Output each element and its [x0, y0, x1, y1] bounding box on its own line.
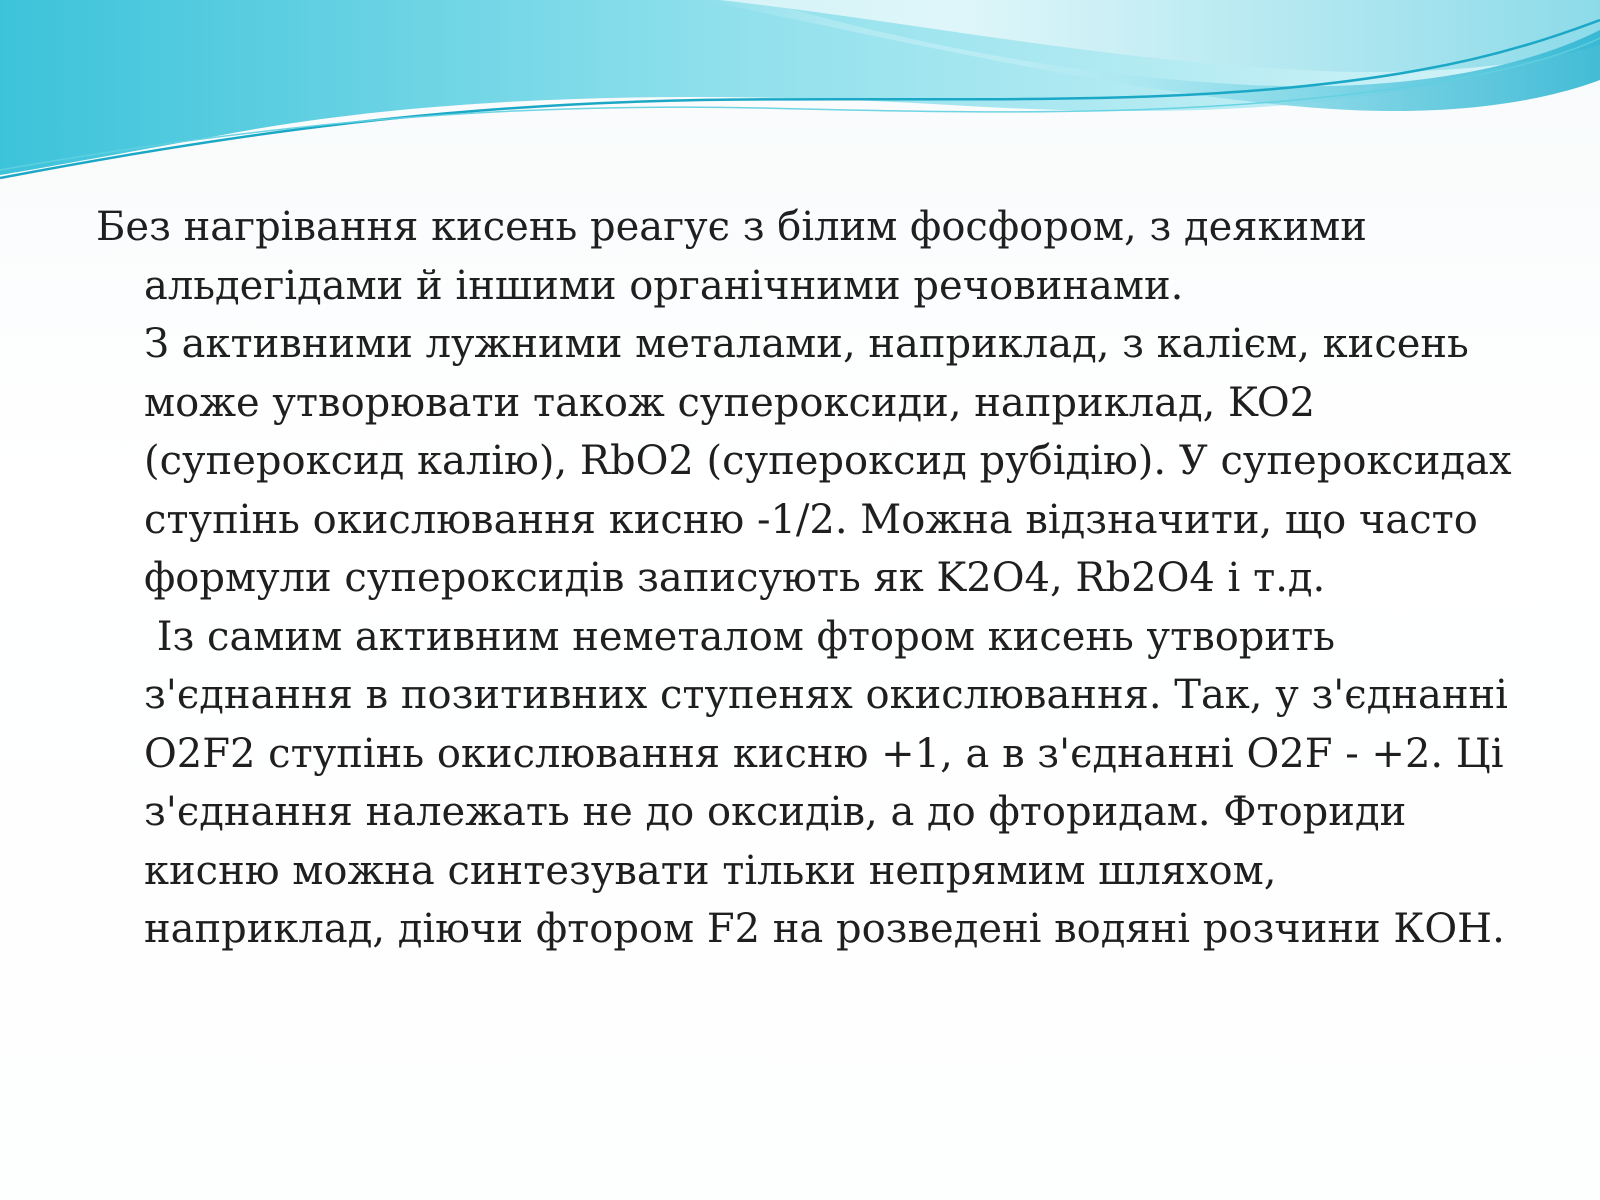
wave-header-decoration: [0, 0, 1600, 200]
paragraph-superoxides: З активними лужними металами, наприклад, з калієм, кисень може утворювати також супероксиди, наприклад, KO2 (супероксид калію), RbO2 (супероксид рубідію). У супероксидах ступінь окислювання кисню -1/2. Можна відзначити, що часто формули супероксидів записують як K2O4, Rb2O4 і т.д.: [144, 321, 1512, 601]
paragraph-phosphorus: Без нагрівання кисень реагує з білим фосфором, з деякими альдегідами й іншими органічними речовинами.: [96, 204, 1367, 309]
slide-body: [96, 198, 1521, 959]
paragraph-fluorides: Із самим активним неметалом фтором кисень утворить з'єднання в позитивних ступенях окислювання. Так, у з'єднанні O2F2 ступінь окислювання кисню +1, а в з'єднанні O2F - +2. Ці з'єднання належать не до оксидів, а до фторидам. Фториди кисню можна синтезувати тільки непрямим шляхом, наприклад, діючи фтором F2 на розведені водяні розчини КОН.: [144, 613, 1521, 952]
